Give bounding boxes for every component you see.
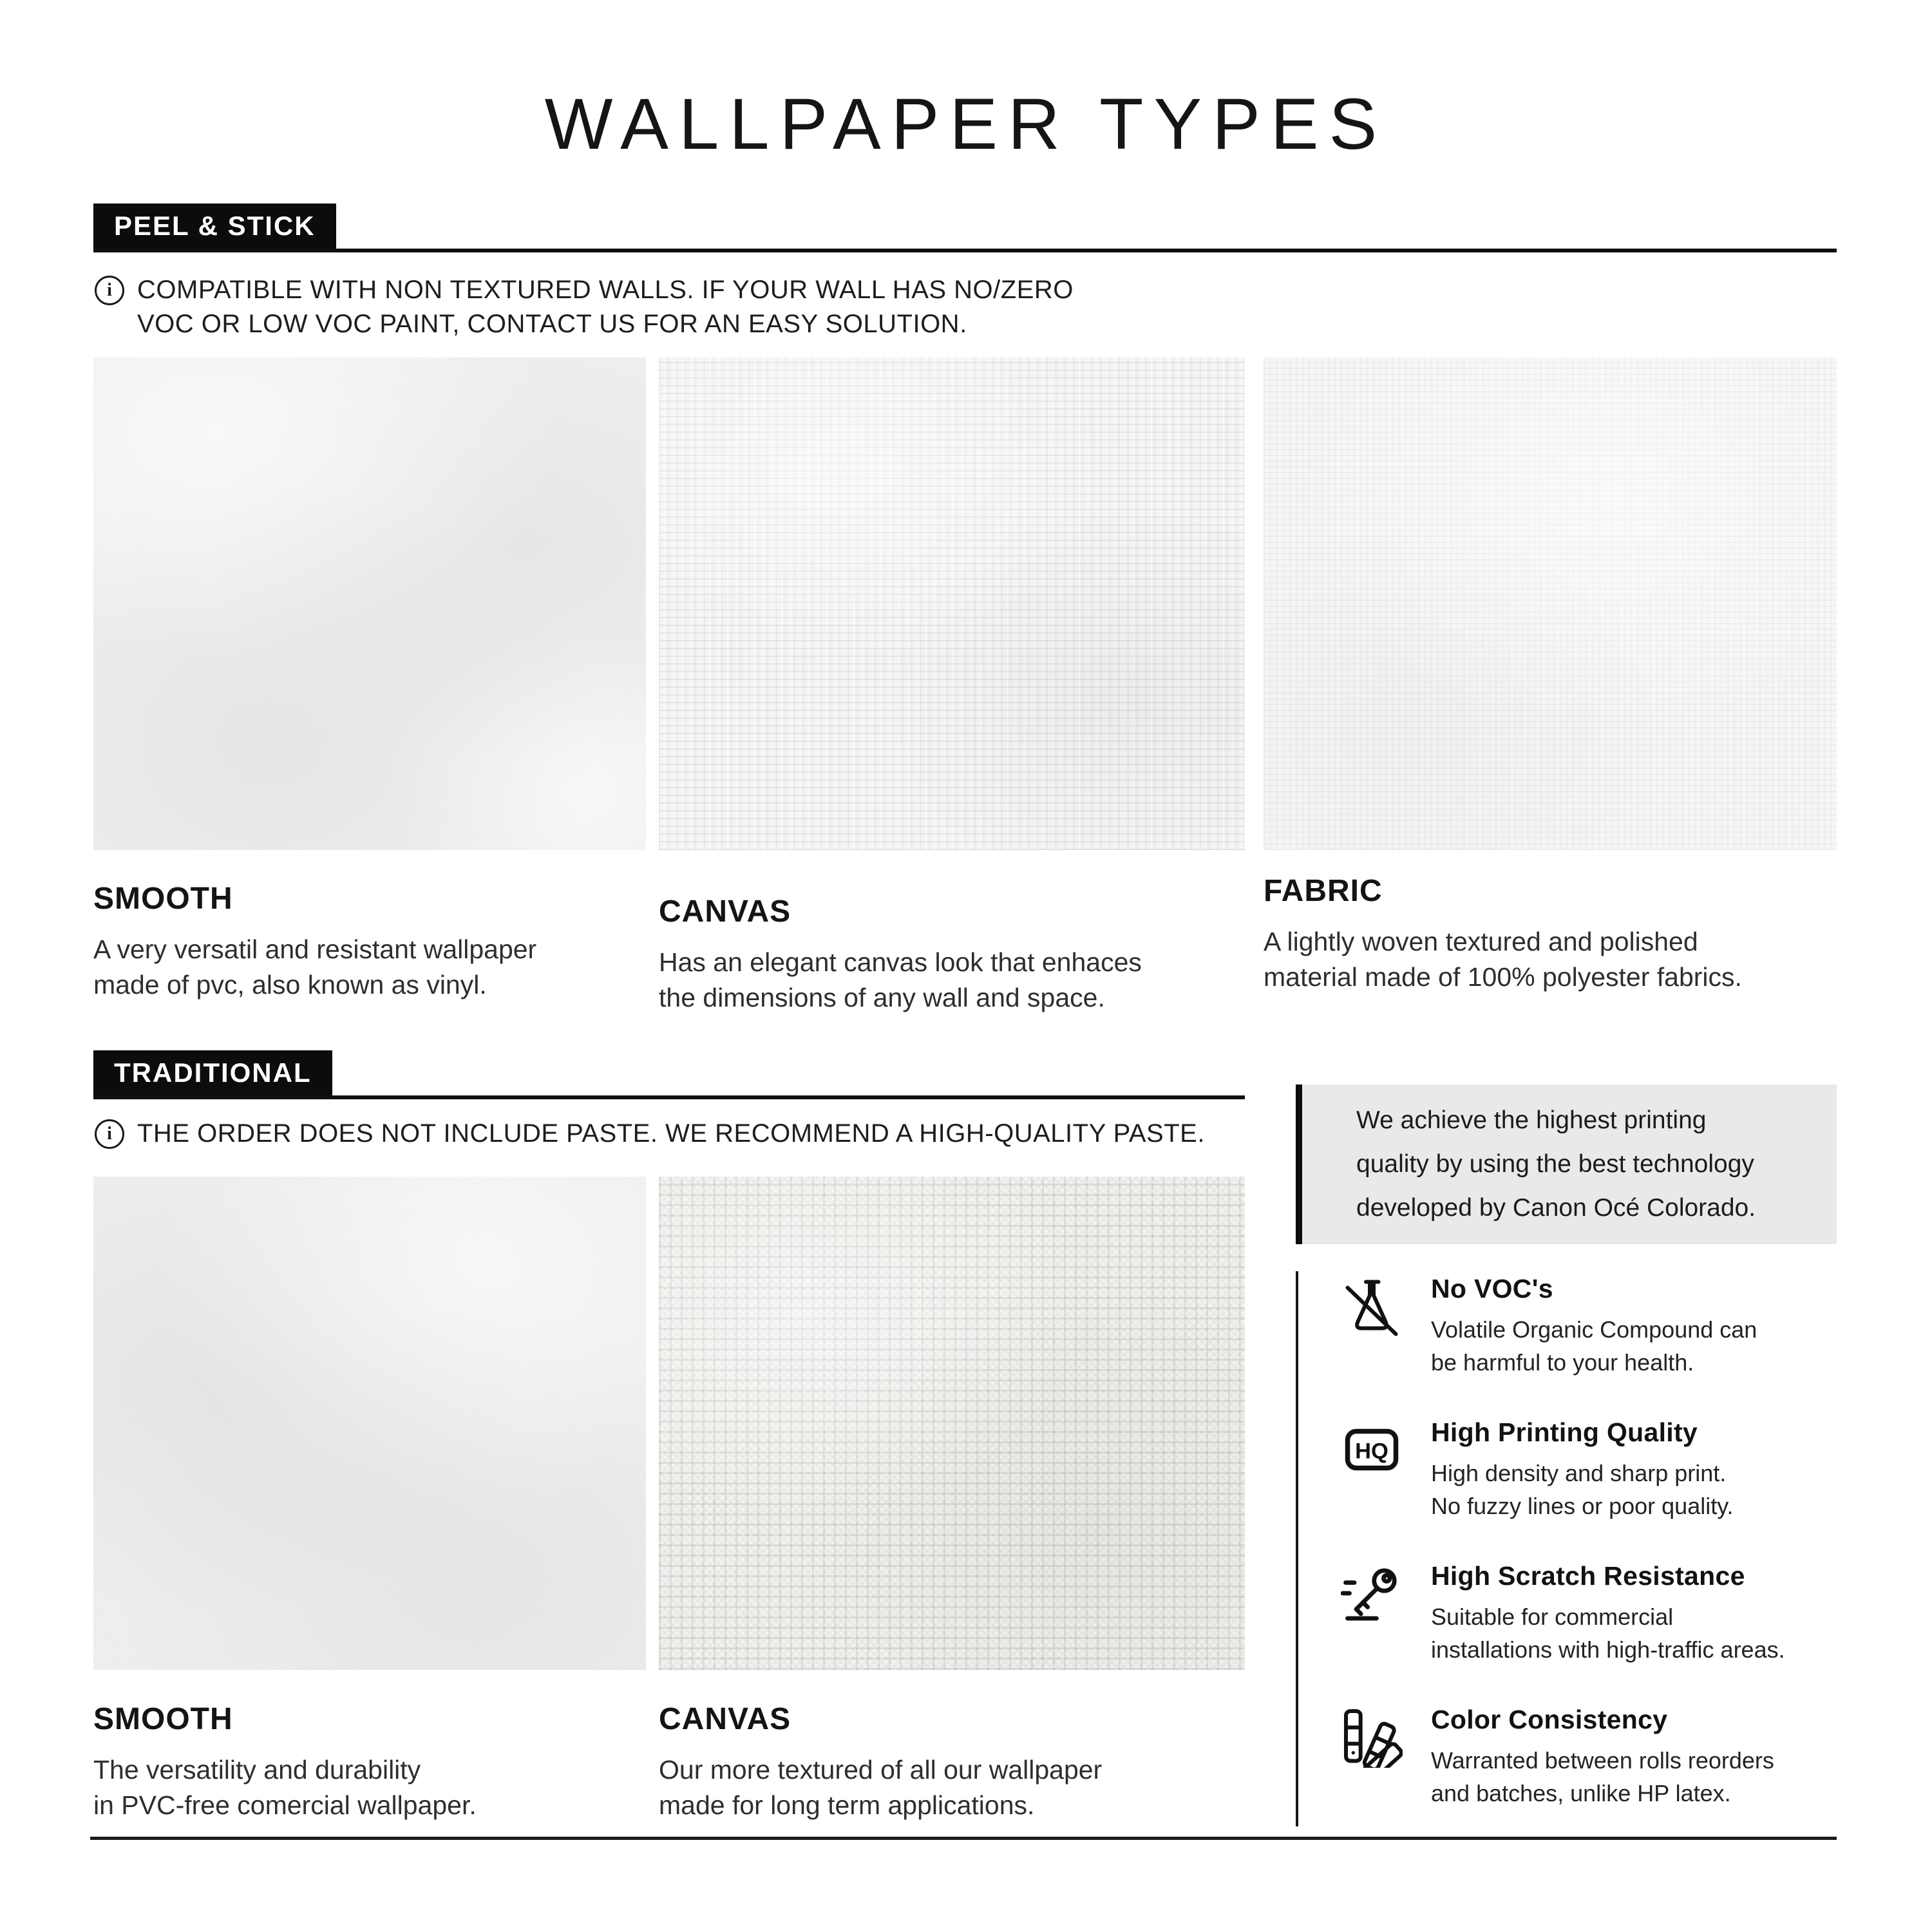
feature-high-scratch-resistance bbox=[1341, 1561, 1850, 1666]
quality-note-box bbox=[1302, 1084, 1837, 1244]
caption-peel-stick-fabric bbox=[1264, 873, 1838, 995]
feature-no-voc bbox=[1341, 1274, 1850, 1379]
feature-title: High Printing Quality bbox=[1431, 1417, 1698, 1447]
features-list bbox=[1341, 1274, 1850, 1848]
swatch-image-peel-stick-fabric bbox=[1264, 357, 1837, 850]
svg-text:HQ: HQ bbox=[1355, 1439, 1388, 1464]
page-title: WALLPAPER TYPES bbox=[544, 84, 1388, 164]
note-traditional-text bbox=[137, 1117, 1205, 1151]
swatch-image-peel-stick-canvas bbox=[659, 357, 1245, 850]
feature-title: Color Consistency bbox=[1431, 1705, 1668, 1734]
caption-traditional-canvas bbox=[659, 1701, 1246, 1823]
swatch-description: Has an elegant canvas look that enhaces the dimensions of any wall and space. bbox=[659, 947, 1142, 1012]
quality-note-line: developed by Canon Océ Colorado. bbox=[1356, 1194, 1756, 1222]
scratch-key-icon bbox=[1341, 1562, 1403, 1624]
swatch-description: Our more textured of all our wallpaper made for long term applications. bbox=[659, 1755, 1103, 1820]
swatch-image-traditional-canvas bbox=[659, 1177, 1245, 1670]
caption-peel-stick-canvas bbox=[659, 894, 1246, 1016]
swatch-title: CANVAS bbox=[659, 1702, 791, 1736]
swatch-title: SMOOTH bbox=[93, 1702, 233, 1736]
swatch-title: SMOOTH bbox=[93, 882, 233, 916]
info-icon: i bbox=[95, 276, 124, 305]
feature-title: No VOC's bbox=[1431, 1274, 1553, 1303]
feature-text bbox=[1431, 1417, 1734, 1522]
swatch-description: A lightly woven textured and polished material made of 100% polyester fabrics. bbox=[1264, 927, 1742, 992]
swatch-title: FABRIC bbox=[1264, 874, 1383, 908]
note-line: COMPATIBLE WITH NON TEXTURED WALLS. IF YOUR WALL HAS NO/ZERO bbox=[137, 276, 1074, 304]
no-voc-flask-icon bbox=[1341, 1275, 1403, 1337]
section-header-traditional bbox=[93, 1050, 1245, 1099]
swatch-description: The versatility and durability in PVC-free comercial wallpaper. bbox=[93, 1755, 477, 1820]
features-divider-line bbox=[1296, 1271, 1298, 1826]
note-peel-stick-text bbox=[137, 273, 1074, 341]
bottom-divider-line bbox=[90, 1837, 1837, 1840]
feature-description: Warranted between rolls reorders and batches, unlike HP latex. bbox=[1431, 1747, 1774, 1806]
note-traditional bbox=[95, 1117, 1205, 1151]
swatch-image-traditional-smooth bbox=[93, 1177, 646, 1670]
note-line: VOC OR LOW VOC PAINT, CONTACT US FOR AN EASY SOLUTION. bbox=[137, 310, 967, 338]
note-line: THE ORDER DOES NOT INCLUDE PASTE. WE RECOMMEND A HIGH-QUALITY PASTE. bbox=[137, 1119, 1205, 1148]
caption-peel-stick-smooth bbox=[93, 881, 647, 1003]
swatch-title: CANVAS bbox=[659, 895, 791, 929]
caption-traditional-smooth bbox=[93, 1701, 647, 1823]
swatch-description: A very versatil and resistant wallpaper made of pvc, also known as vinyl. bbox=[93, 934, 537, 999]
info-icon: i bbox=[95, 1119, 124, 1149]
section-header-peel-stick bbox=[93, 204, 1837, 252]
feature-text bbox=[1431, 1705, 1774, 1810]
feature-high-printing-quality bbox=[1341, 1417, 1850, 1522]
color-swatch-fan-icon bbox=[1341, 1706, 1403, 1768]
section-badge-traditional: TRADITIONAL bbox=[93, 1050, 332, 1095]
swatch-image-peel-stick-smooth bbox=[93, 357, 646, 850]
feature-title: High Scratch Resistance bbox=[1431, 1561, 1745, 1591]
feature-description: Volatile Organic Compound can be harmful to your health. bbox=[1431, 1316, 1757, 1376]
hq-badge-icon bbox=[1341, 1419, 1403, 1481]
feature-text bbox=[1431, 1561, 1785, 1666]
feature-description: High density and sharp print. No fuzzy lines or poor quality. bbox=[1431, 1460, 1734, 1519]
quality-note-line: We achieve the highest printing bbox=[1356, 1106, 1707, 1134]
quality-note-accent-bar bbox=[1296, 1084, 1302, 1244]
feature-text bbox=[1431, 1274, 1757, 1379]
quality-note-line: quality by using the best technology bbox=[1356, 1150, 1754, 1178]
section-badge-peel-stick: PEEL & STICK bbox=[93, 204, 336, 249]
feature-description: Suitable for commercial installations with high-traffic areas. bbox=[1431, 1604, 1785, 1663]
note-peel-stick bbox=[95, 273, 1074, 341]
feature-color-consistency bbox=[1341, 1705, 1850, 1810]
